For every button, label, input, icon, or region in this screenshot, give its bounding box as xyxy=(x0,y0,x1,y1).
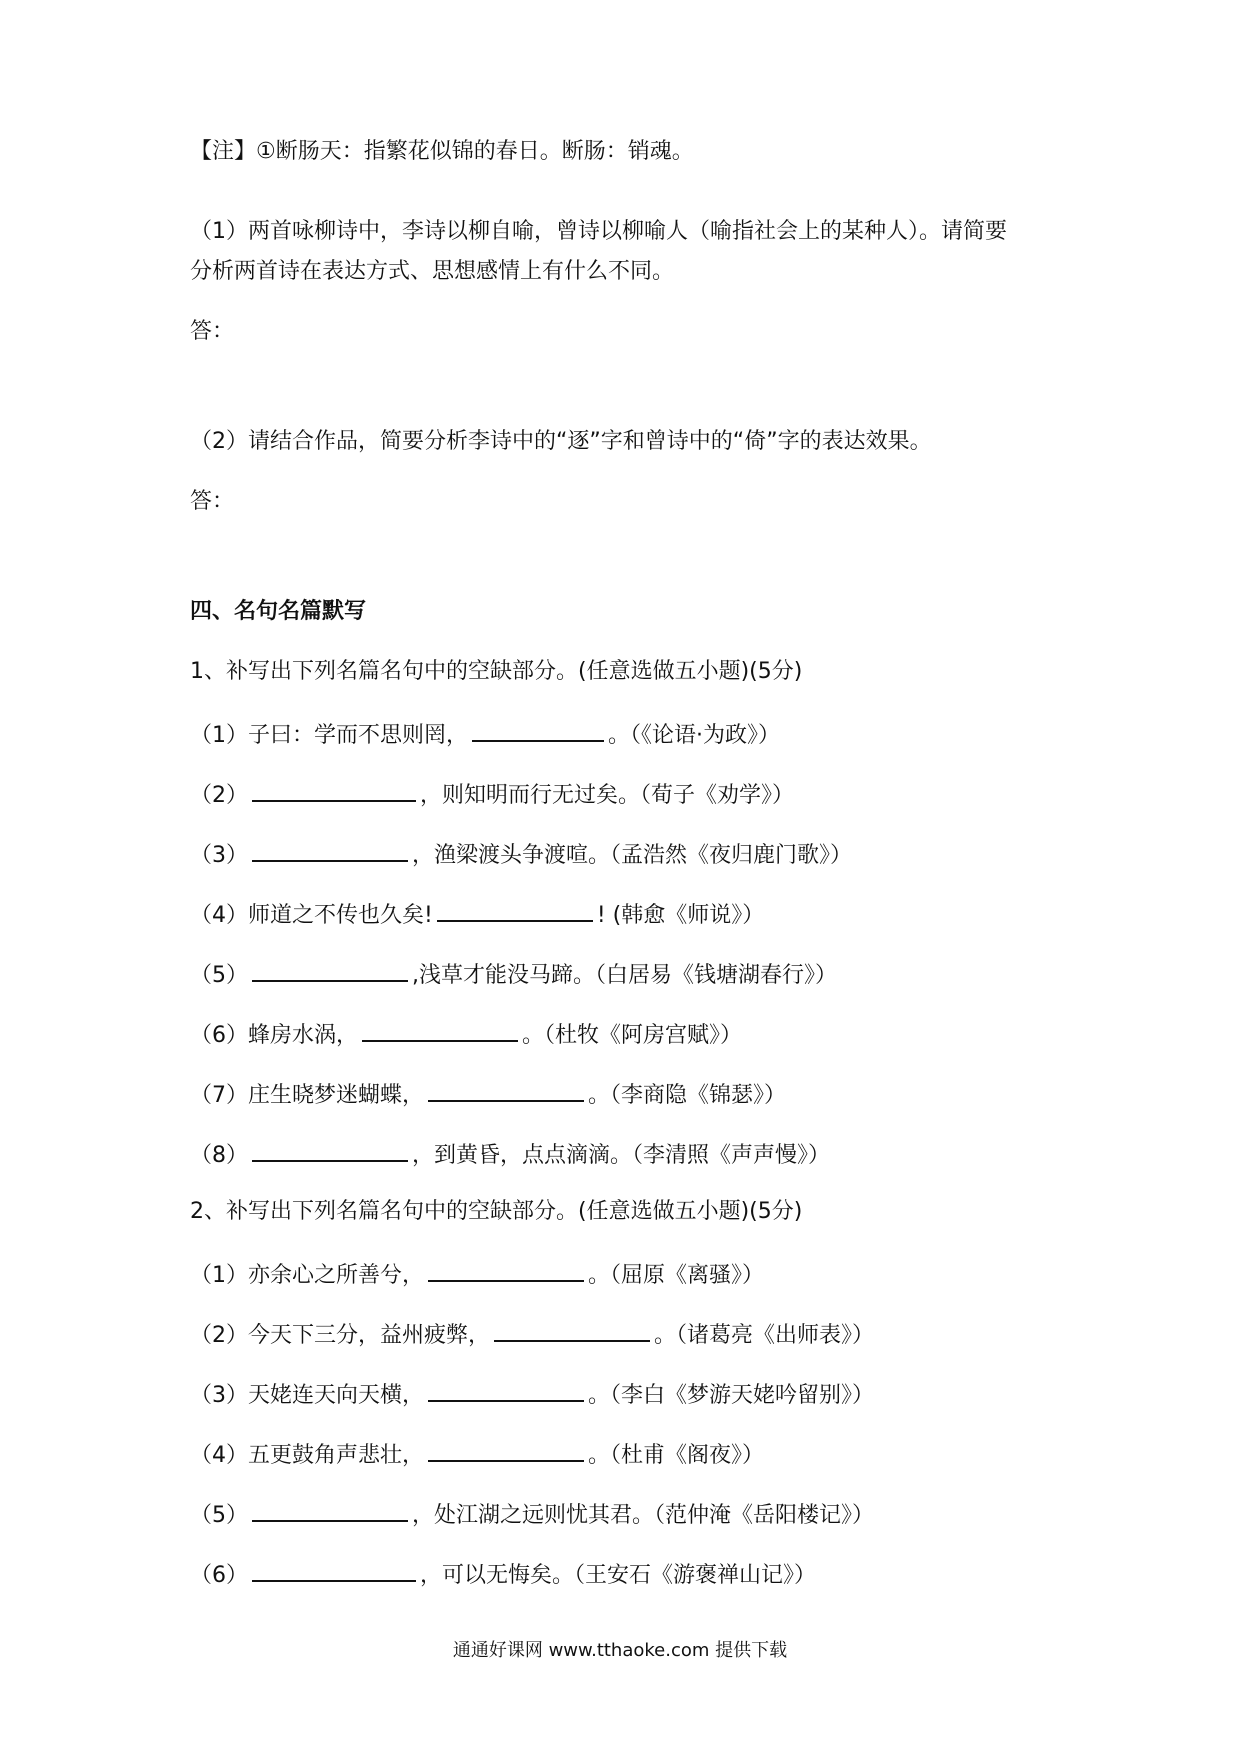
fill-item xyxy=(190,1376,874,1412)
item-text-after: 。（李商隐《锦瑟》） xyxy=(588,1083,787,1108)
item-text-after: 。（《论语·为政》） xyxy=(608,723,780,748)
answer-blank[interactable] xyxy=(252,776,416,802)
item-text-after: ，处江湖之远则忧其君。（范仲淹《岳阳楼记》） xyxy=(412,1503,875,1528)
item-text-after: ，可以无悔矣。（王安石《游褒禅山记》） xyxy=(420,1563,817,1588)
fill-item xyxy=(190,776,794,812)
answer-blank[interactable] xyxy=(437,896,593,922)
answer-blank[interactable] xyxy=(252,836,408,862)
group-2-title: 2、补写出下列名篇名句中的空缺部分。(任意选做五小题)(5分) xyxy=(190,1199,803,1224)
item-text-after: 。（杜甫《阁夜》） xyxy=(588,1443,765,1468)
item-text-after: 。（杜牧《阿房宫赋》） xyxy=(522,1023,743,1048)
item-text-before: （7）庄生晓梦迷蝴蝶， xyxy=(190,1083,424,1108)
item-text-after: 。（屈原《离骚》） xyxy=(588,1263,765,1288)
item-text-before: （5） xyxy=(190,963,248,988)
item-text-before: （6） xyxy=(190,1563,248,1588)
item-text-before: （4）师道之不传也久矣! xyxy=(190,903,433,928)
item-text-after: ! (韩愈《师说》） xyxy=(596,903,765,928)
answer-blank[interactable] xyxy=(252,1496,408,1522)
fill-item xyxy=(190,1436,764,1472)
fill-item xyxy=(190,1556,816,1592)
question-1-line-2: 分析两首诗在表达方式、思想感情上有什么不同。 xyxy=(190,259,675,284)
item-text-after: ，则知明而行无过矣。（荀子《劝学》） xyxy=(420,783,795,808)
fill-item xyxy=(190,896,764,932)
answer-blank[interactable] xyxy=(252,1556,416,1582)
item-text-after: 。（李白《梦游天姥吟留别》） xyxy=(588,1383,875,1408)
fill-item xyxy=(190,1016,742,1052)
item-text-after: ，到黄昏，点点滴滴。（李清照《声声慢》） xyxy=(412,1143,831,1168)
section-title: 四、名句名篇默写 xyxy=(190,599,367,624)
answer-blank[interactable] xyxy=(494,1316,650,1342)
answer-label-2: 答： xyxy=(190,489,235,514)
item-text-before: （5） xyxy=(190,1503,248,1528)
fill-item xyxy=(190,836,852,872)
fill-item xyxy=(190,1076,786,1112)
answer-label-1: 答： xyxy=(190,319,235,344)
page-footer: 通通好课网 www.tthaoke.com 提供下载 xyxy=(452,1640,788,1661)
question-1-line-1: （1）两首咏柳诗中，李诗以柳自喻，曾诗以柳喻人（喻指社会上的某种人）。请简要 xyxy=(190,219,1007,244)
fill-item xyxy=(190,956,837,992)
item-text-before: （2） xyxy=(190,783,248,808)
answer-blank[interactable] xyxy=(362,1016,518,1042)
item-text-after: 。（诸葛亮《出师表》） xyxy=(654,1323,875,1348)
item-text-before: （6）蜂房水涡， xyxy=(190,1023,358,1048)
answer-blank[interactable] xyxy=(252,1136,408,1162)
item-text-after: ,浅草才能没马蹄。（白居易《钱塘湖春行》） xyxy=(412,963,837,988)
group-1-title: 1、补写出下列名篇名句中的空缺部分。(任意选做五小题)(5分) xyxy=(190,659,803,684)
answer-blank[interactable] xyxy=(472,716,604,742)
answer-blank[interactable] xyxy=(428,1376,584,1402)
answer-blank[interactable] xyxy=(428,1076,584,1102)
answer-blank[interactable] xyxy=(428,1256,584,1282)
fill-item xyxy=(190,1496,874,1532)
fill-item xyxy=(190,1316,874,1352)
item-text-before: （4）五更鼓角声悲壮， xyxy=(190,1443,424,1468)
answer-blank[interactable] xyxy=(252,956,408,982)
item-text-before: （2）今天下三分，益州疲弊， xyxy=(190,1323,490,1348)
question-2: （2）请结合作品，简要分析李诗中的“逐”字和曾诗中的“倚”字的表达效果。 xyxy=(190,429,932,454)
item-text-after: ，渔梁渡头争渡喧。（孟浩然《夜归鹿门歌》） xyxy=(412,843,853,868)
answer-blank[interactable] xyxy=(428,1436,584,1462)
fill-item xyxy=(190,1256,764,1292)
item-text-before: （3）天姥连天向天横， xyxy=(190,1383,424,1408)
fill-item xyxy=(190,1136,830,1172)
item-text-before: （3） xyxy=(190,843,248,868)
item-text-before: （8） xyxy=(190,1143,248,1168)
note-line: 【注】①断肠天：指繁花似锦的春日。断肠：销魂。 xyxy=(190,139,694,164)
fill-item xyxy=(190,716,780,752)
item-text-before: （1）子曰：学而不思则罔， xyxy=(190,723,468,748)
item-text-before: （1）亦余心之所善兮， xyxy=(190,1263,424,1288)
